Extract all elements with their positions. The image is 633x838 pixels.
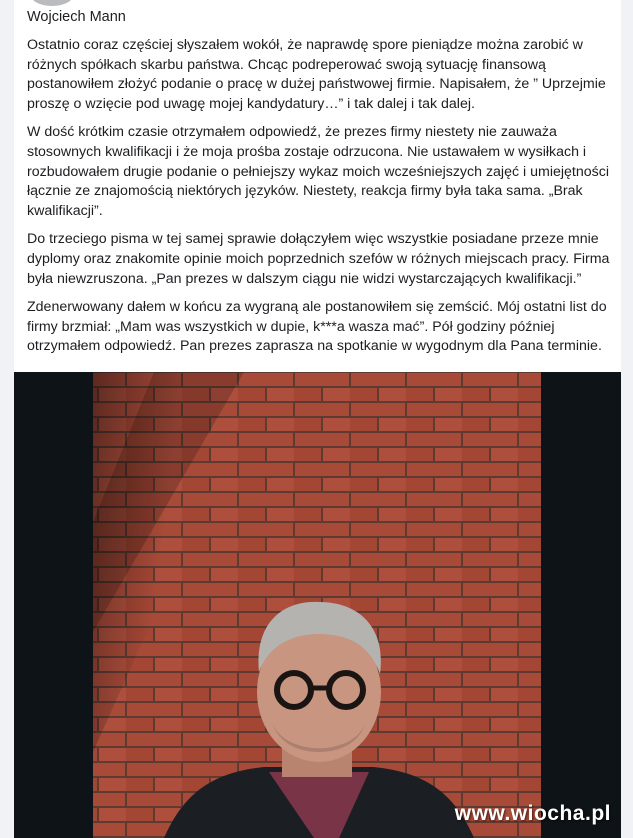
post-card	[14, 0, 621, 838]
watermark: www.wiocha.pl	[454, 802, 611, 825]
post-paragraph-2: W dość krótkim czasie otrzymałem odpowiedź, że prezes firmy niestety nie zauważa stosownych kwalifikacji i że moja prośba zostaje odrzucona. Nie ustawałem w wysiłkach i rozbudowałem drugie podanie o pełniejszy wykaz moich wcześniejszych zajęć i umiejętności łącznie ze znajomością niektórych języków. Niestety, reakcja firmy była taka sama. „Brak kwalifikacji”.	[27, 124, 609, 219]
post-paragraph-1: Ostatnio coraz częściej słyszałem wokół, że naprawdę spore pieniądze można zarobić w różnych spółkach skarbu państwa. Chcąc podreperować swoją sytuację finansową postanowiłem złożyć podanie o pracę w dużej państwowej firmie. Napisałem, że ” Uprzejmie proszę o wzięcie pod uwagę mojej kandydatury…” i tak dalej i tak dalej.	[27, 37, 606, 112]
post-paragraph-3: Do trzeciego pisma w tej samej sprawie dołączyłem więc wszystkie posiadane przeze mnie dyplomy oraz znakomite opinie moich poprzednich szefów w różnych miejscach pracy. Firma była niewzruszona. „Pan prezes w dalszym ciągu nie widzi wystarczających kwalifikacji.”	[27, 231, 610, 287]
post-author[interactable]: Wojciech Mann	[27, 9, 126, 25]
post-paragraph-4: Zdenerwowany dałem w końcu za wygraną ale postanowiłem się zemścić. Mój ostatni list do firmy brzmiał: „Mam was wszystkich w dupie, k***a wasza mać”. Pół godziny później otrzymałem odpowiedź. Pan prezes zaprasza na spotkanie w wygodnym dla Pana terminie.	[27, 299, 607, 355]
portrait-photo-icon	[14, 372, 621, 838]
avatar[interactable]	[30, 0, 74, 6]
post-text	[27, 36, 615, 366]
post-photo[interactable]	[14, 372, 621, 838]
